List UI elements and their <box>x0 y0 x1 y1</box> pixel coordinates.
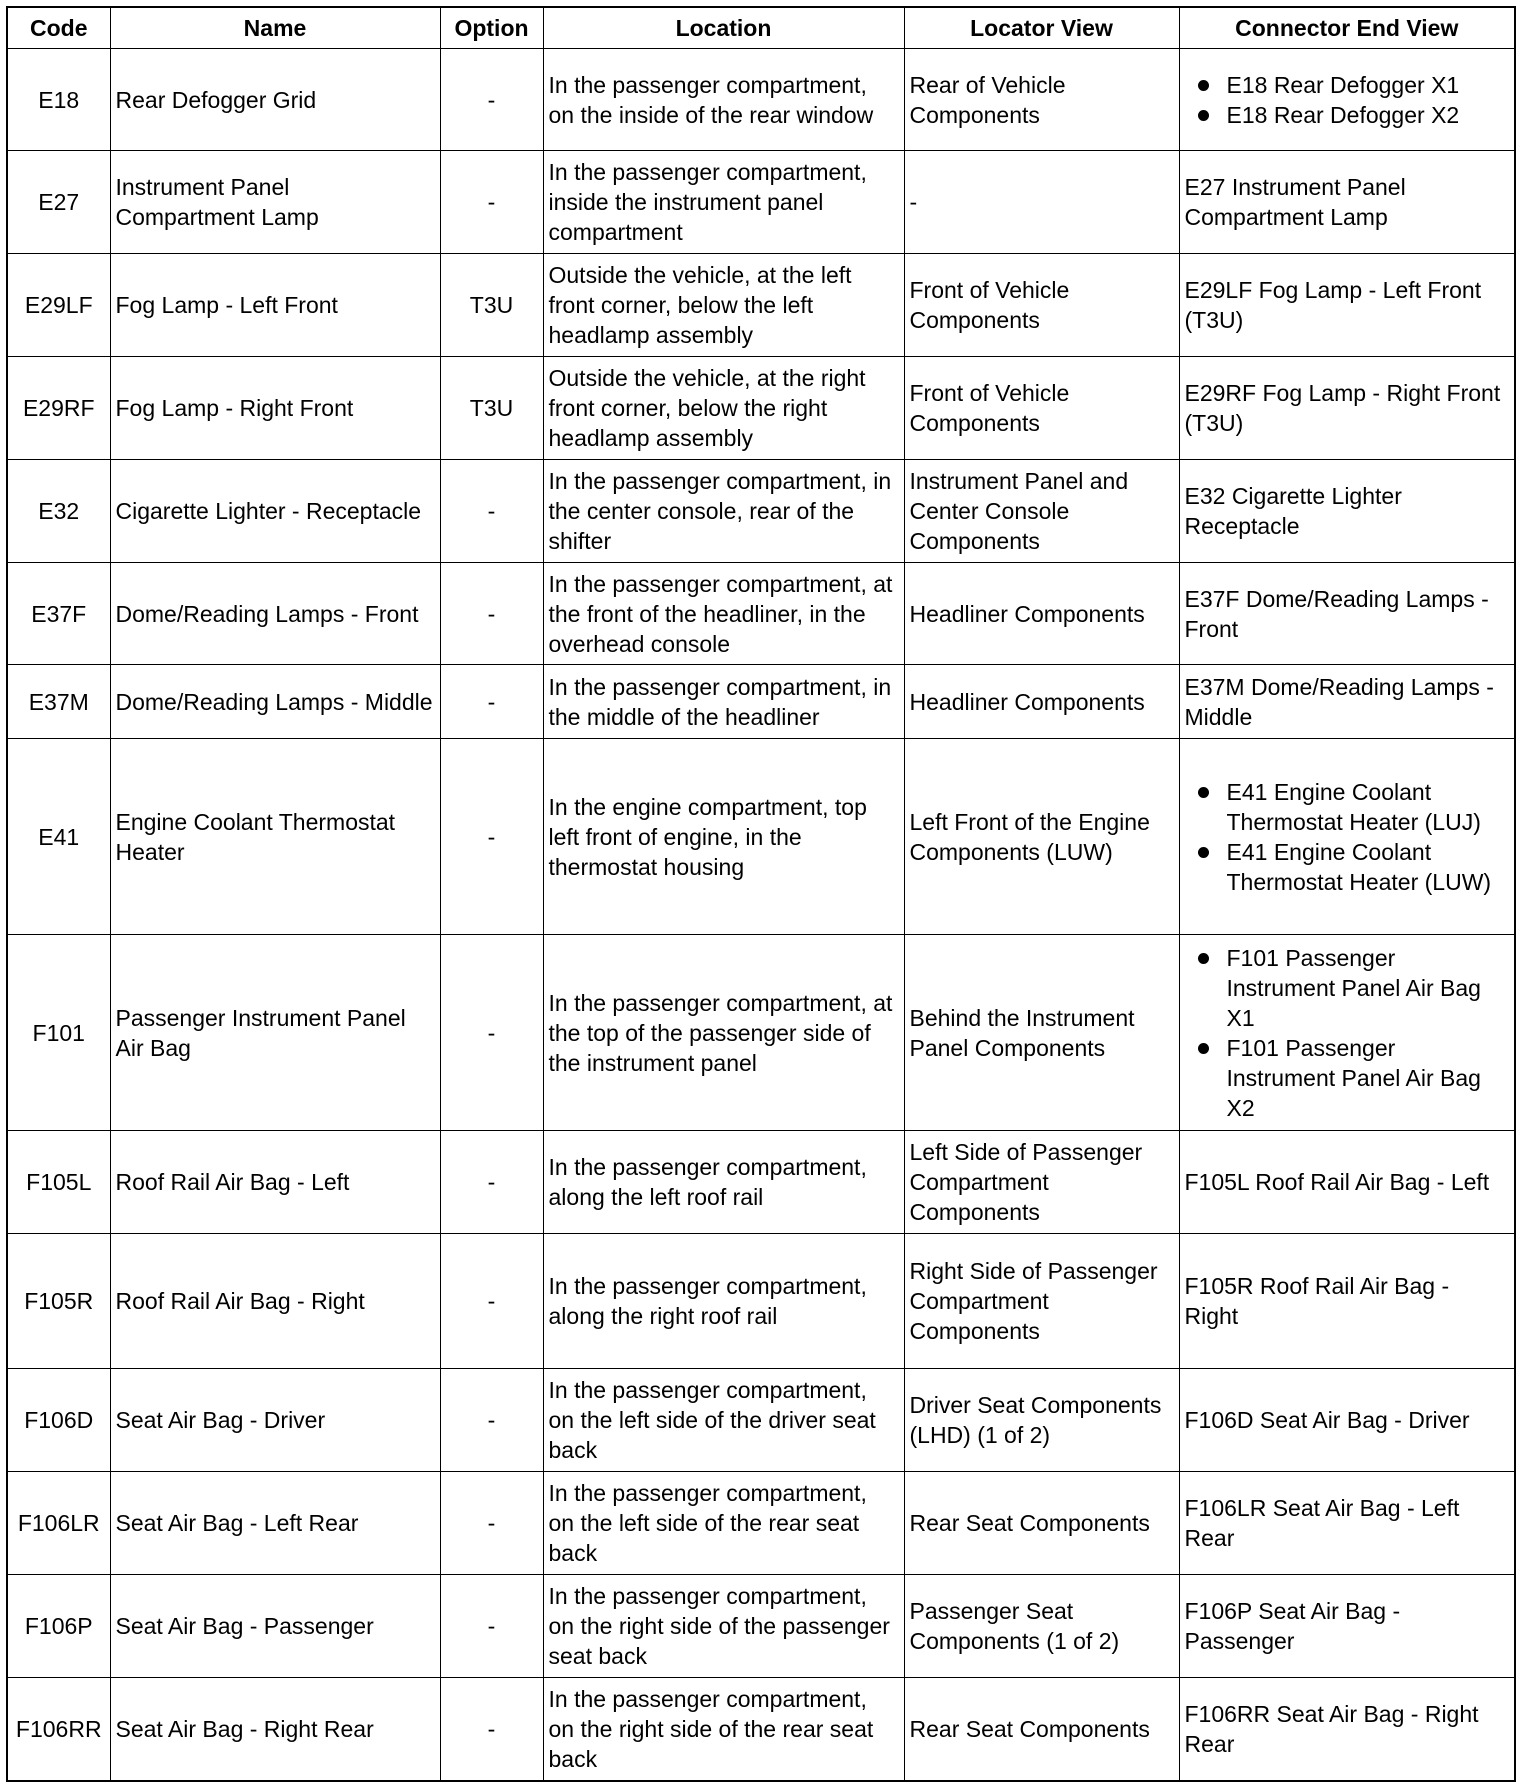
cell-code: F105R <box>7 1234 110 1369</box>
cell-location: In the passenger compartment, along the right roof rail <box>543 1234 904 1369</box>
cell-name: Fog Lamp - Left Front <box>110 254 440 357</box>
table-row <box>7 49 1515 151</box>
cell-code: E29LF <box>7 254 110 357</box>
cell-name: Engine Coolant Thermostat Heater <box>110 739 440 935</box>
table-row <box>7 460 1515 563</box>
cell-code: F101 <box>7 935 110 1131</box>
header-option: Option <box>440 7 543 49</box>
cell-name: Passenger Instrument Panel Air Bag <box>110 935 440 1131</box>
cell-option: - <box>440 1575 543 1678</box>
cell-locator: Headliner Components <box>904 665 1179 739</box>
cell-location: In the passenger compartment, on the inside of the rear window <box>543 49 904 151</box>
cell-code: F106D <box>7 1369 110 1472</box>
connector-list-item: E41 Engine Coolant Thermostat Heater (LUW) <box>1227 837 1510 897</box>
cell-location: Outside the vehicle, at the left front corner, below the left headlamp assembly <box>543 254 904 357</box>
header-name: Name <box>110 7 440 49</box>
cell-location: Outside the vehicle, at the right front corner, below the right headlamp assembly <box>543 357 904 460</box>
cell-locator: Front of Vehicle Components <box>904 357 1179 460</box>
cell-option: - <box>440 1678 543 1781</box>
table-row <box>7 739 1515 935</box>
cell-location: In the passenger compartment, along the left roof rail <box>543 1131 904 1234</box>
cell-option: - <box>440 1131 543 1234</box>
header-connector-end-view: Connector End View <box>1179 7 1515 49</box>
cell-name: Rear Defogger Grid <box>110 49 440 151</box>
connector-list-item: F101 Passenger Instrument Panel Air Bag X2 <box>1227 1033 1510 1123</box>
cell-location: In the passenger compartment, at the front of the headliner, in the overhead console <box>543 563 904 665</box>
cell-option: - <box>440 1234 543 1369</box>
cell-locator: Headliner Components <box>904 563 1179 665</box>
cell-option: - <box>440 1369 543 1472</box>
header-locator-view: Locator View <box>904 7 1179 49</box>
cell-option: - <box>440 460 543 563</box>
cell-connector <box>1179 935 1515 1131</box>
cell-code: E37F <box>7 563 110 665</box>
cell-option: - <box>440 739 543 935</box>
cell-location: In the passenger compartment, inside the instrument panel compartment <box>543 151 904 254</box>
cell-name: Seat Air Bag - Right Rear <box>110 1678 440 1781</box>
cell-option: - <box>440 1472 543 1575</box>
cell-connector: E29RF Fog Lamp - Right Front (T3U) <box>1179 357 1515 460</box>
table-row <box>7 1575 1515 1678</box>
connector-list-item: E18 Rear Defogger X1 <box>1227 70 1510 100</box>
cell-name: Cigarette Lighter - Receptacle <box>110 460 440 563</box>
header-code: Code <box>7 7 110 49</box>
table-row <box>7 935 1515 1131</box>
table-row <box>7 1234 1515 1369</box>
table-row <box>7 1369 1515 1472</box>
cell-option: - <box>440 665 543 739</box>
cell-locator: Instrument Panel and Center Console Components <box>904 460 1179 563</box>
table-row <box>7 151 1515 254</box>
cell-name: Dome/Reading Lamps - Front <box>110 563 440 665</box>
cell-connector: E37M Dome/Reading Lamps - Middle <box>1179 665 1515 739</box>
cell-code: F105L <box>7 1131 110 1234</box>
cell-option: T3U <box>440 254 543 357</box>
cell-locator: Front of Vehicle Components <box>904 254 1179 357</box>
cell-connector <box>1179 49 1515 151</box>
connector-list <box>1185 943 1510 1123</box>
cell-name: Roof Rail Air Bag - Right <box>110 1234 440 1369</box>
cell-name: Fog Lamp - Right Front <box>110 357 440 460</box>
cell-connector: F106P Seat Air Bag - Passenger <box>1179 1575 1515 1678</box>
header-location: Location <box>543 7 904 49</box>
cell-name: Dome/Reading Lamps - Middle <box>110 665 440 739</box>
cell-name: Instrument Panel Compartment Lamp <box>110 151 440 254</box>
cell-connector <box>1179 739 1515 935</box>
cell-locator: Passenger Seat Components (1 of 2) <box>904 1575 1179 1678</box>
connector-list-item: E18 Rear Defogger X2 <box>1227 100 1510 130</box>
cell-locator: Driver Seat Components (LHD) (1 of 2) <box>904 1369 1179 1472</box>
cell-connector: F106D Seat Air Bag - Driver <box>1179 1369 1515 1472</box>
cell-connector: E29LF Fog Lamp - Left Front (T3U) <box>1179 254 1515 357</box>
cell-option: - <box>440 49 543 151</box>
cell-location: In the passenger compartment, on the left side of the rear seat back <box>543 1472 904 1575</box>
cell-option: - <box>440 151 543 254</box>
cell-locator: Right Side of Passenger Compartment Components <box>904 1234 1179 1369</box>
table-row <box>7 1131 1515 1234</box>
cell-code: F106RR <box>7 1678 110 1781</box>
cell-locator: Rear Seat Components <box>904 1678 1179 1781</box>
cell-location: In the passenger compartment, on the right side of the rear seat back <box>543 1678 904 1781</box>
cell-locator: Rear of Vehicle Components <box>904 49 1179 151</box>
connector-list <box>1185 70 1510 130</box>
cell-connector: F105L Roof Rail Air Bag - Left <box>1179 1131 1515 1234</box>
cell-connector: F105R Roof Rail Air Bag - Right <box>1179 1234 1515 1369</box>
table-row <box>7 665 1515 739</box>
cell-locator: Left Front of the Engine Components (LUW) <box>904 739 1179 935</box>
cell-location: In the passenger compartment, at the top of the passenger side of the instrument panel <box>543 935 904 1131</box>
component-locator-table <box>6 6 1516 1782</box>
cell-connector: E32 Cigarette Lighter Receptacle <box>1179 460 1515 563</box>
cell-name: Seat Air Bag - Left Rear <box>110 1472 440 1575</box>
connector-list-item: E41 Engine Coolant Thermostat Heater (LUJ) <box>1227 777 1510 837</box>
cell-connector: F106RR Seat Air Bag - Right Rear <box>1179 1678 1515 1781</box>
cell-name: Seat Air Bag - Driver <box>110 1369 440 1472</box>
connector-list <box>1185 777 1510 897</box>
table-row <box>7 254 1515 357</box>
cell-connector: E27 Instrument Panel Compartment Lamp <box>1179 151 1515 254</box>
cell-name: Seat Air Bag - Passenger <box>110 1575 440 1678</box>
cell-location: In the passenger compartment, on the right side of the passenger seat back <box>543 1575 904 1678</box>
cell-code: E18 <box>7 49 110 151</box>
cell-option: - <box>440 563 543 665</box>
table-row <box>7 357 1515 460</box>
cell-code: E29RF <box>7 357 110 460</box>
cell-location: In the passenger compartment, in the center console, rear of the shifter <box>543 460 904 563</box>
cell-locator: Behind the Instrument Panel Components <box>904 935 1179 1131</box>
cell-location: In the passenger compartment, on the left side of the driver seat back <box>543 1369 904 1472</box>
cell-code: F106LR <box>7 1472 110 1575</box>
cell-code: E37M <box>7 665 110 739</box>
cell-connector: F106LR Seat Air Bag - Left Rear <box>1179 1472 1515 1575</box>
cell-option: T3U <box>440 357 543 460</box>
cell-code: E41 <box>7 739 110 935</box>
connector-list-item: F101 Passenger Instrument Panel Air Bag X1 <box>1227 943 1510 1033</box>
cell-connector: E37F Dome/Reading Lamps - Front <box>1179 563 1515 665</box>
cell-option: - <box>440 935 543 1131</box>
table-row <box>7 1472 1515 1575</box>
header-row <box>7 7 1515 49</box>
cell-name: Roof Rail Air Bag - Left <box>110 1131 440 1234</box>
table-row <box>7 1678 1515 1781</box>
cell-code: E32 <box>7 460 110 563</box>
cell-code: E27 <box>7 151 110 254</box>
cell-code: F106P <box>7 1575 110 1678</box>
table-row <box>7 563 1515 665</box>
cell-locator: Left Side of Passenger Compartment Components <box>904 1131 1179 1234</box>
cell-locator: - <box>904 151 1179 254</box>
cell-location: In the passenger compartment, in the middle of the headliner <box>543 665 904 739</box>
cell-location: In the engine compartment, top left front of engine, in the thermostat housing <box>543 739 904 935</box>
cell-locator: Rear Seat Components <box>904 1472 1179 1575</box>
